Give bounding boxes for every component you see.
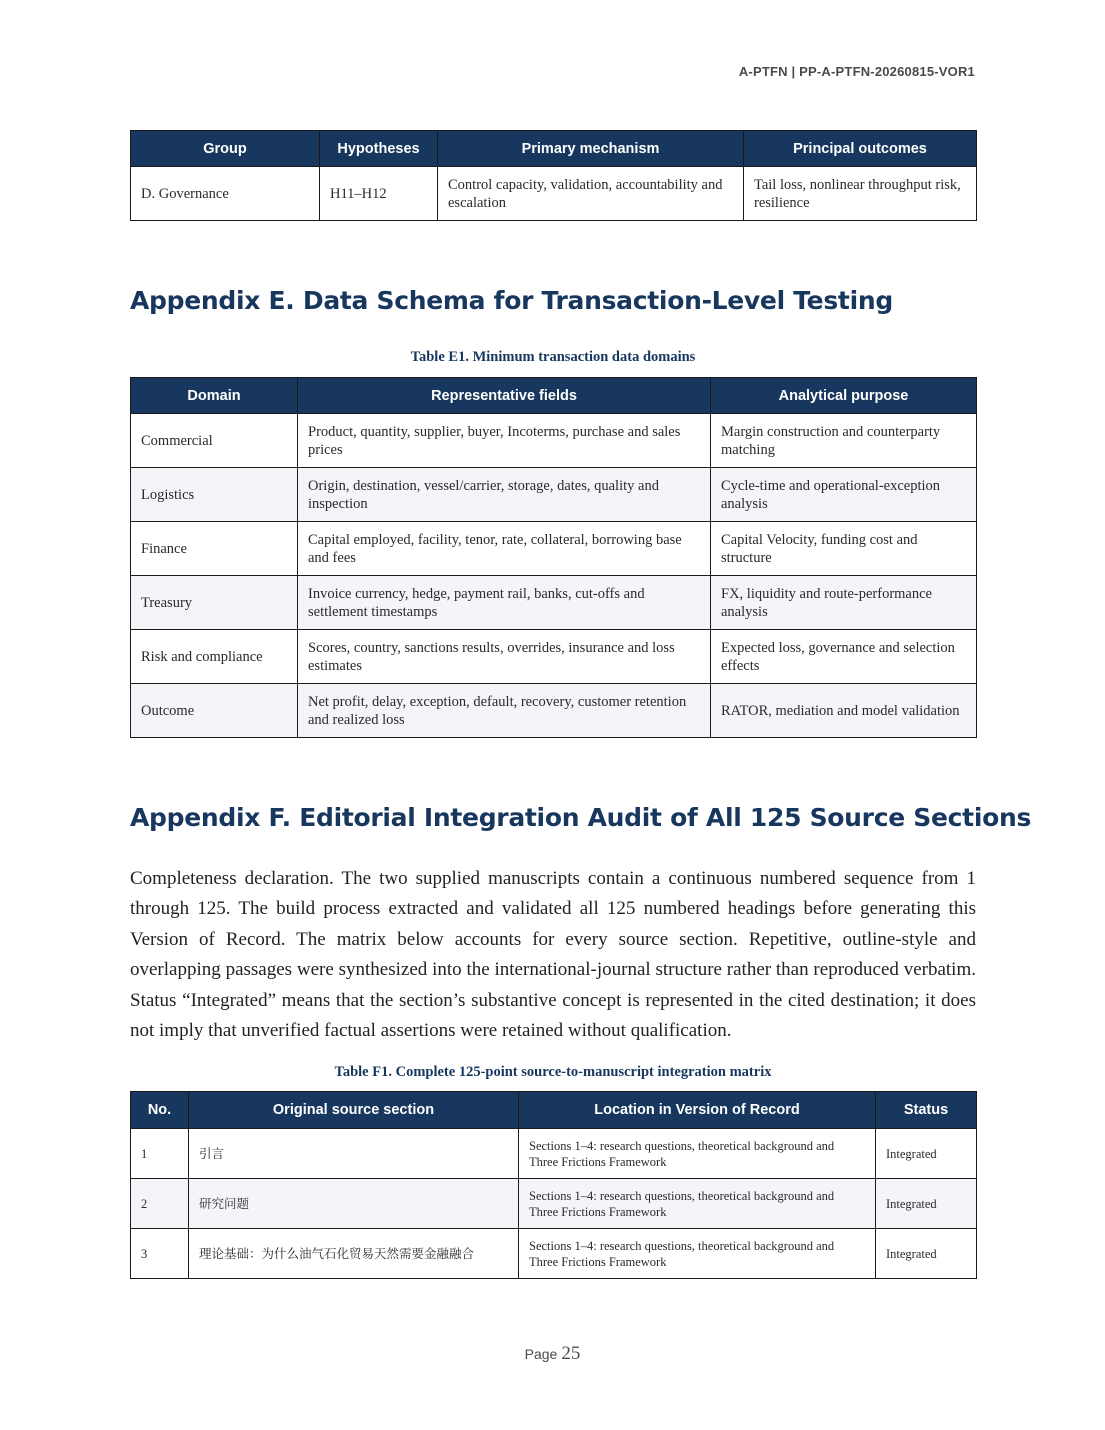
table-cell: Product, quantity, supplier, buyer, Incoterms, purchase and sales prices: [298, 414, 711, 468]
table-cell: Risk and compliance: [131, 630, 298, 684]
table-cell: Expected loss, governance and selection effects: [711, 630, 977, 684]
column-header: Representative fields: [298, 378, 711, 414]
table-cell: Control capacity, validation, accountability and escalation: [438, 167, 744, 221]
table-row: [131, 684, 977, 738]
column-header: Primary mechanism: [438, 131, 744, 167]
table-cell: Margin construction and counterparty matching: [711, 414, 977, 468]
table-cell: Treasury: [131, 576, 298, 630]
table-cell: Commercial: [131, 414, 298, 468]
table-cell: Tail loss, nonlinear throughput risk, resilience: [744, 167, 977, 221]
table-e1-caption: Table E1. Minimum transaction data domains: [410, 349, 696, 365]
column-header: Group: [131, 131, 320, 167]
column-header: No.: [131, 1092, 189, 1129]
appendix-e-heading: Appendix E. Data Schema for Transaction-Level Testing: [130, 286, 893, 315]
status-cell: Integrated: [876, 1129, 977, 1179]
table-row: [131, 576, 977, 630]
integration-matrix-table: [130, 1091, 977, 1279]
column-header: Domain: [131, 378, 298, 414]
appendix-f-heading: Appendix F. Editorial Integration Audit of All 125 Source Sections: [130, 803, 1032, 832]
table-f1-caption: Table F1. Complete 125-point source-to-manuscript integration matrix: [334, 1064, 772, 1080]
page-number: 25: [561, 1343, 581, 1364]
column-header: Original source section: [189, 1092, 519, 1129]
table-cell: Capital Velocity, funding cost and structure: [711, 522, 977, 576]
column-header: Status: [876, 1092, 977, 1129]
table-cell: Cycle-time and operational-exception analysis: [711, 468, 977, 522]
table-cell: Sections 1–4: research questions, theoretical background and Three Frictions Framework: [519, 1129, 876, 1179]
table-cell: Origin, destination, vessel/carrier, storage, dates, quality and inspection: [298, 468, 711, 522]
table-row: [131, 630, 977, 684]
table-cell: 3: [131, 1229, 189, 1279]
table-cell: 1: [131, 1129, 189, 1179]
table-cell: 2: [131, 1179, 189, 1229]
table-cell: 引言: [189, 1129, 519, 1179]
table-cell: Outcome: [131, 684, 298, 738]
completeness-paragraph: Completeness declaration. The two supplied manuscripts contain a continuous numbered sequence from 1 through 125. The build process extracted and validated all 125 numbered headings before generating this Version of Record. The matrix below accounts for every source section. Repetitive, outline-style and overlapping passages were synthesized into the international-journal structure rather than reproduced verbatim. Status “Integrated” means that the section’s substantive concept is represented in the cited destination; it does not imply that unverified factual assertions were retained without qualification.: [130, 868, 976, 1042]
table-cell: RATOR, mediation and model validation: [711, 684, 977, 738]
table-row: [131, 1179, 977, 1229]
table-cell: Scores, country, sanctions results, overrides, insurance and loss estimates: [298, 630, 711, 684]
column-header: Location in Version of Record: [519, 1092, 876, 1129]
table-row: [131, 1129, 977, 1179]
status-cell: Integrated: [876, 1179, 977, 1229]
column-header: Hypotheses: [320, 131, 438, 167]
table-row: [131, 167, 977, 221]
column-header: Analytical purpose: [711, 378, 977, 414]
column-header: Principal outcomes: [744, 131, 977, 167]
running-header: A-PTFN | PP-A-PTFN-20260815-VOR1: [738, 64, 975, 79]
table-cell: Capital employed, facility, tenor, rate, collateral, borrowing base and fees: [298, 522, 711, 576]
table-header-row: [131, 378, 977, 414]
table-cell: Sections 1–4: research questions, theoretical background and Three Frictions Framework: [519, 1229, 876, 1279]
table-cell: Finance: [131, 522, 298, 576]
table-cell: D. Governance: [131, 167, 320, 221]
table-cell: Logistics: [131, 468, 298, 522]
table-cell: 研究问题: [189, 1179, 519, 1229]
page-label: Page: [524, 1346, 558, 1362]
data-domains-table: [130, 377, 977, 738]
page-footer: [0, 1343, 1105, 1365]
table-cell: Sections 1–4: research questions, theoretical background and Three Frictions Framework: [519, 1179, 876, 1229]
table-cell: Net profit, delay, exception, default, recovery, customer retention and realized loss: [298, 684, 711, 738]
table-row: [131, 522, 977, 576]
table-row: [131, 414, 977, 468]
status-cell: Integrated: [876, 1229, 977, 1279]
table-cell: Invoice currency, hedge, payment rail, banks, cut-offs and settlement timestamps: [298, 576, 711, 630]
hypotheses-table: [130, 130, 977, 221]
table-cell: FX, liquidity and route-performance analysis: [711, 576, 977, 630]
table-row: [131, 1229, 977, 1279]
table-header-row: [131, 131, 977, 167]
table-row: [131, 468, 977, 522]
table-cell: H11–H12: [320, 167, 438, 221]
table-cell: 理论基础：为什么油气石化贸易天然需要金融融合: [189, 1229, 519, 1279]
table-header-row: [131, 1092, 977, 1129]
